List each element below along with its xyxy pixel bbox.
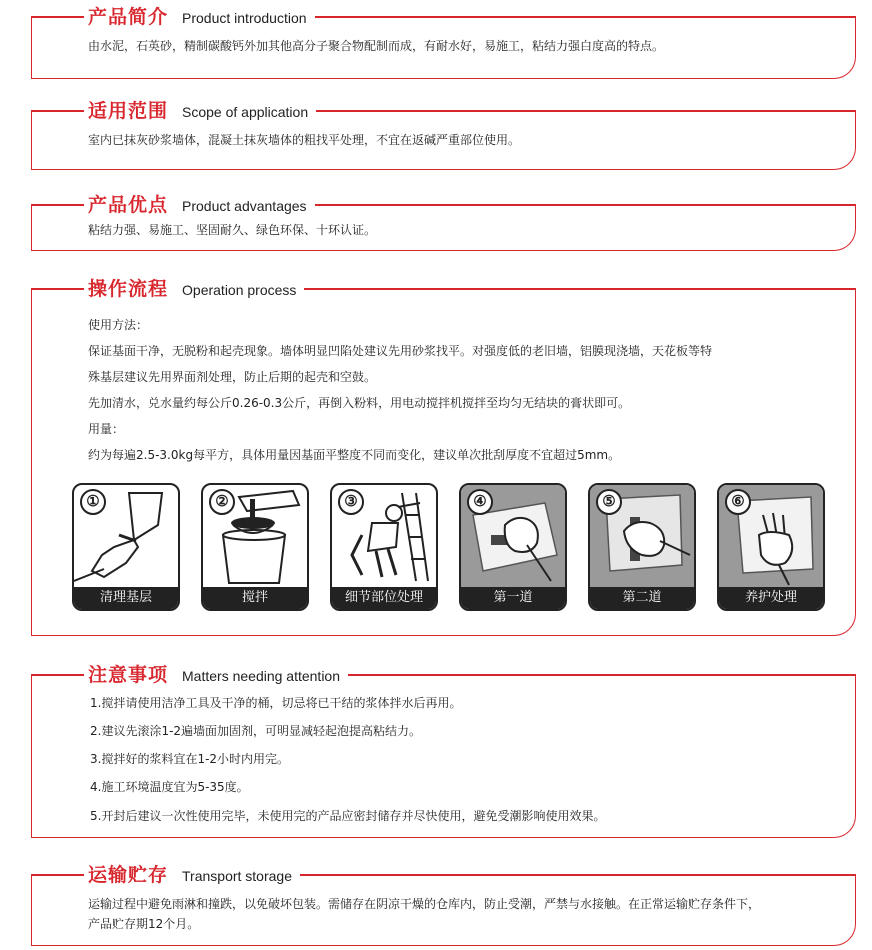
step-number: ① [80,489,106,515]
section-scope-of-application [31,100,856,170]
process-line: 先加清水，兑水量约每公斤0.26-0.3公斤，再倒入粉料，用电动搅拌机搅拌至均匀无结块的膏状即可。 [88,396,631,410]
step-card-first-coat [459,483,567,611]
section-title-cn: 注意事项 [88,664,169,686]
section-operation-process [31,278,856,636]
section-title-en: Operation process [182,282,297,298]
step-number: ② [209,489,235,515]
process-line: 用量： [88,422,125,436]
step-label: 搅拌 [203,587,307,609]
section-title [84,190,315,217]
attention-item: 5.开封后建议一次性使用完毕，未使用完的产品应密封储存并尽快使用，避免受潮影响使用效果。 [90,809,606,823]
step-card-clean-base [72,483,180,611]
section-title-en: Product advantages [182,198,307,214]
section-title-cn: 产品优点 [88,194,169,216]
process-line: 保证基面干净，无脱粉和起壳现象。墙体明显凹陷处建议先用砂浆找平。对强度低的老旧墙，铝膜现浇墙，天花板等特 [88,344,713,358]
process-line: 使用方法： [88,318,149,332]
step-card-detail-treatment [330,483,438,611]
section-transport-storage [31,864,856,946]
section-title [84,96,316,123]
process-line: 约为每遍2.5-3.0kg每平方，具体用量因基面平整度不同而变化，建议单次批刮厚度不宜超过5mm。 [88,448,621,462]
transport-line: 运输过程中避免雨淋和撞跌，以免破坏包装。需储存在阴凉干燥的仓库内，防止受潮，严禁与水接触。在正常运输贮存条件下， [88,897,761,911]
intro-text: 由水泥，石英砂，精制碳酸钙外加其他高分子聚合物配制而成，有耐水好，易施工，粘结力强白度高的特点。 [88,39,665,53]
process-steps [72,483,846,611]
step-card-curing [717,483,825,611]
section-title-en: Matters needing attention [182,668,341,684]
section-title [84,2,315,29]
process-line: 殊基层建议先用界面剂处理，防止后期的起壳和空鼓。 [88,370,377,384]
attention-item: 2.建议先滚涂1-2遍墙面加固剂，可明显减轻起泡提高粘结力。 [90,724,422,738]
section-matters-needing-attention [31,664,856,838]
section-product-introduction [31,6,856,79]
transport-line: 产品贮存期12个月。 [88,917,200,931]
section-title [84,274,304,301]
section-title-cn: 产品简介 [88,6,169,28]
step-number: ⑤ [596,489,622,515]
step-label: 清理基层 [74,587,178,609]
attention-item: 1.搅拌请使用洁净工具及干净的桶，切忌将已干结的浆体拌水后再用。 [90,696,462,710]
step-label: 第二道 [590,587,694,609]
section-title-cn: 操作流程 [88,278,169,300]
step-label: 养护处理 [719,587,823,609]
section-title-en: Transport storage [182,868,292,884]
section-title-cn: 运输贮存 [88,864,169,886]
step-number: ⑥ [725,489,751,515]
attention-item: 4.施工环境温度宜为5-35度。 [90,780,249,794]
section-title [84,660,348,687]
step-card-stirring [201,483,309,611]
step-number: ④ [467,489,493,515]
step-number: ③ [338,489,364,515]
step-label: 细节部位处理 [332,587,436,609]
step-card-second-coat [588,483,696,611]
section-title-en: Scope of application [182,104,309,120]
section-title-cn: 适用范围 [88,100,169,122]
scope-text: 室内已抹灰砂浆墙体，混凝土抹灰墙体的粗找平处理，不宜在返碱严重部位使用。 [88,133,521,147]
step-label: 第一道 [461,587,565,609]
attention-item: 3.搅拌好的浆料宜在1-2小时内用完。 [90,752,290,766]
section-title [84,860,300,887]
section-title-en: Product introduction [182,10,307,26]
section-product-advantages [31,194,856,251]
advantages-text: 粘结力强、易施工、坚固耐久、绿色环保、十环认证。 [88,223,377,237]
